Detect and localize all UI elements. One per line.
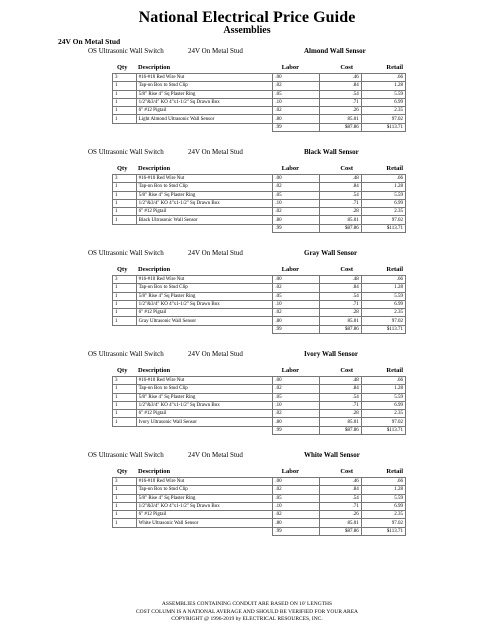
cell-description: #16-#10 Red Wire Nut xyxy=(136,175,273,183)
cell-qty: 1 xyxy=(113,317,137,325)
total-labor: .99 xyxy=(273,426,319,434)
assembly-header xyxy=(0,349,494,361)
assembly-header xyxy=(0,450,494,462)
table-row xyxy=(113,502,406,510)
cell-cost: .54 xyxy=(319,191,361,199)
cell-description: #16-#10 Red Wire Nut xyxy=(136,276,273,284)
cell-qty: 1 xyxy=(113,292,137,300)
table-row xyxy=(113,401,406,409)
column-header-labor: Labor xyxy=(281,367,299,374)
parts-table xyxy=(112,376,406,435)
cell-cost: .84 xyxy=(319,82,361,90)
cell-cost: .28 xyxy=(319,309,361,317)
assembly-name: OS Ultrasonic Wall Switch xyxy=(88,350,164,358)
cell-qty: 3 xyxy=(113,74,137,82)
column-header-retail: Retail xyxy=(386,64,403,71)
cell-retail: 97.02 xyxy=(361,216,405,224)
assembly-name: OS Ultrasonic Wall Switch xyxy=(88,148,164,156)
table-row xyxy=(113,208,406,216)
column-header-cost: Cost xyxy=(340,165,353,172)
cell-retail: 6.99 xyxy=(361,502,405,510)
assembly-section xyxy=(0,450,494,551)
cell-retail: 5.59 xyxy=(361,292,405,300)
cell-retail: 6.99 xyxy=(361,300,405,308)
assembly-variant: Almond Wall Sensor xyxy=(304,47,366,55)
assembly-mount: 24V On Metal Stud xyxy=(188,148,243,156)
cell-qty: 1 xyxy=(113,98,137,106)
cell-retail: 2.35 xyxy=(361,511,405,519)
total-spacer xyxy=(136,527,273,535)
total-cost: $87.86 xyxy=(319,224,361,232)
total-spacer xyxy=(113,123,137,131)
cell-cost: .84 xyxy=(319,284,361,292)
cell-retail: .66 xyxy=(361,276,405,284)
total-row xyxy=(113,224,406,232)
cell-qty: 1 xyxy=(113,486,137,494)
cell-qty: 1 xyxy=(113,216,137,224)
cell-qty: 1 xyxy=(113,90,137,98)
cell-retail: 97.02 xyxy=(361,519,405,527)
cell-labor: .02 xyxy=(273,410,319,418)
cell-retail: .66 xyxy=(361,478,405,486)
table-row xyxy=(113,393,406,401)
parts-table xyxy=(112,275,406,334)
column-header-labor: Labor xyxy=(281,266,299,273)
cell-description: Black Ultrasonic Wall Sensor xyxy=(136,216,273,224)
cell-cost: .71 xyxy=(319,401,361,409)
parts-table xyxy=(112,477,406,536)
column-header-qty: Qty xyxy=(117,266,128,273)
cell-retail: 97.02 xyxy=(361,418,405,426)
table-row xyxy=(113,98,406,106)
cell-retail: 6.99 xyxy=(361,98,405,106)
cell-labor: .80 xyxy=(273,519,319,527)
cell-cost: .46 xyxy=(319,74,361,82)
cell-description: 6" #12 Pigtail xyxy=(136,309,273,317)
assembly-sections xyxy=(0,46,494,551)
parts-table xyxy=(112,73,406,132)
assembly-variant: Ivory Wall Sensor xyxy=(304,350,358,358)
table-row xyxy=(113,385,406,393)
footer-copyright: COPYRIGHT @ 1996-2019 by ELECTRICAL RESOURCES, INC. xyxy=(171,616,323,623)
cell-retail: 5.59 xyxy=(361,494,405,502)
cell-description: 5/8" Rise 4" Sq Plaster Ring xyxy=(136,90,273,98)
cell-qty: 1 xyxy=(113,309,137,317)
total-retail: $113.71 xyxy=(361,325,405,333)
column-header-qty: Qty xyxy=(117,367,128,374)
assembly-name: OS Ultrasonic Wall Switch xyxy=(88,47,164,55)
table-row xyxy=(113,478,406,486)
cell-labor: .02 xyxy=(273,486,319,494)
cell-labor: .10 xyxy=(273,300,319,308)
cell-labor: .05 xyxy=(273,393,319,401)
cell-labor: .02 xyxy=(273,309,319,317)
table-row xyxy=(113,199,406,207)
table-row xyxy=(113,486,406,494)
cell-labor: .05 xyxy=(273,191,319,199)
cell-retail: 5.59 xyxy=(361,393,405,401)
column-header-description: Description xyxy=(138,468,171,475)
total-cost: $87.86 xyxy=(319,325,361,333)
cell-description: Tap-on Box to Stud Clip xyxy=(136,82,273,90)
cell-cost: .48 xyxy=(319,175,361,183)
cell-cost: .26 xyxy=(319,511,361,519)
total-retail: $113.71 xyxy=(361,224,405,232)
cell-cost: .71 xyxy=(319,300,361,308)
assembly-mount: 24V On Metal Stud xyxy=(188,47,243,55)
total-spacer xyxy=(113,426,137,434)
assembly-mount: 24V On Metal Stud xyxy=(188,350,243,358)
table-row xyxy=(113,410,406,418)
cell-qty: 3 xyxy=(113,175,137,183)
parts-table xyxy=(112,174,406,233)
total-retail: $113.71 xyxy=(361,527,405,535)
column-header-description: Description xyxy=(138,367,171,374)
cell-description: 1/2"&3/4" KO 4"x1-1/2" Sq Drawn Box xyxy=(136,502,273,510)
cell-qty: 1 xyxy=(113,191,137,199)
table-row xyxy=(113,191,406,199)
cell-description: Tap-on Box to Stud Clip xyxy=(136,183,273,191)
cell-retail: .66 xyxy=(361,175,405,183)
assembly-variant: White Wall Sensor xyxy=(304,451,360,459)
cell-description: 1/2"&3/4" KO 4"x1-1/2" Sq Drawn Box xyxy=(136,401,273,409)
cell-description: Tap-on Box to Stud Clip xyxy=(136,284,273,292)
cell-labor: .02 xyxy=(273,284,319,292)
total-labor: .99 xyxy=(273,325,319,333)
cell-labor: .80 xyxy=(273,317,319,325)
cell-description: 5/8" Rise 4" Sq Plaster Ring xyxy=(136,494,273,502)
table-row xyxy=(113,175,406,183)
total-spacer xyxy=(136,224,273,232)
cell-description: #16-#10 Red Wire Nut xyxy=(136,377,273,385)
cell-qty: 1 xyxy=(113,300,137,308)
cell-qty: 1 xyxy=(113,183,137,191)
assembly-section xyxy=(0,248,494,349)
total-spacer xyxy=(113,224,137,232)
column-header-retail: Retail xyxy=(386,266,403,273)
assembly-section xyxy=(0,349,494,450)
cell-description: 6" #12 Pigtail xyxy=(136,511,273,519)
cell-qty: 3 xyxy=(113,478,137,486)
total-labor: .99 xyxy=(273,123,319,131)
page-footer xyxy=(0,601,494,624)
cell-retail: 1.28 xyxy=(361,486,405,494)
cell-description: #16-#10 Red Wire Nut xyxy=(136,74,273,82)
cell-retail: 1.28 xyxy=(361,284,405,292)
cell-cost: .48 xyxy=(319,276,361,284)
column-header-labor: Labor xyxy=(281,468,299,475)
cell-retail: 97.02 xyxy=(361,317,405,325)
cell-retail: 2.35 xyxy=(361,309,405,317)
table-row xyxy=(113,82,406,90)
cell-cost: 85.01 xyxy=(319,115,361,123)
assembly-variant: Black Wall Sensor xyxy=(304,148,359,156)
column-header-qty: Qty xyxy=(117,64,128,71)
column-header-qty: Qty xyxy=(117,165,128,172)
cell-labor: .05 xyxy=(273,90,319,98)
cell-qty: 3 xyxy=(113,377,137,385)
cell-labor: .00 xyxy=(273,74,319,82)
category-heading: 24V On Metal Stud xyxy=(58,37,121,46)
column-header-retail: Retail xyxy=(386,367,403,374)
cell-description: 5/8" Rise 4" Sq Plaster Ring xyxy=(136,191,273,199)
table-row xyxy=(113,317,406,325)
table-row xyxy=(113,115,406,123)
cell-qty: 1 xyxy=(113,82,137,90)
column-header-cost: Cost xyxy=(340,266,353,273)
cell-cost: .28 xyxy=(319,208,361,216)
cell-retail: 1.28 xyxy=(361,82,405,90)
assembly-mount: 24V On Metal Stud xyxy=(188,249,243,257)
total-row xyxy=(113,123,406,131)
cell-cost: .28 xyxy=(319,410,361,418)
assembly-header xyxy=(0,46,494,58)
cell-retail: 5.59 xyxy=(361,191,405,199)
column-header-description: Description xyxy=(138,64,171,71)
cell-qty: 1 xyxy=(113,494,137,502)
table-row xyxy=(113,418,406,426)
cell-qty: 1 xyxy=(113,208,137,216)
cell-labor: .05 xyxy=(273,494,319,502)
cell-description: 6" #12 Pigtail xyxy=(136,410,273,418)
cell-labor: .00 xyxy=(273,175,319,183)
table-row xyxy=(113,74,406,82)
assembly-section xyxy=(0,46,494,147)
column-header-retail: Retail xyxy=(386,468,403,475)
table-row xyxy=(113,107,406,115)
cell-cost: .54 xyxy=(319,494,361,502)
cell-retail: 1.28 xyxy=(361,385,405,393)
cell-cost: .71 xyxy=(319,199,361,207)
cell-cost: .84 xyxy=(319,385,361,393)
cell-labor: .10 xyxy=(273,502,319,510)
cell-qty: 1 xyxy=(113,199,137,207)
cell-cost: .71 xyxy=(319,502,361,510)
total-cost: $87.86 xyxy=(319,123,361,131)
cell-description: 6" #12 Pigtail xyxy=(136,208,273,216)
cell-labor: .05 xyxy=(273,292,319,300)
total-labor: .99 xyxy=(273,224,319,232)
cell-cost: 85.01 xyxy=(319,519,361,527)
column-header-qty: Qty xyxy=(117,468,128,475)
table-row xyxy=(113,494,406,502)
assembly-header xyxy=(0,248,494,260)
cell-labor: .10 xyxy=(273,401,319,409)
cell-description: 1/2"&3/4" KO 4"x1-1/2" Sq Drawn Box xyxy=(136,98,273,106)
total-spacer xyxy=(113,527,137,535)
total-spacer xyxy=(136,325,273,333)
table-row xyxy=(113,292,406,300)
cell-labor: .00 xyxy=(273,276,319,284)
total-spacer xyxy=(136,426,273,434)
assembly-section xyxy=(0,147,494,248)
cell-qty: 1 xyxy=(113,410,137,418)
cell-retail: 2.35 xyxy=(361,410,405,418)
cell-qty: 3 xyxy=(113,276,137,284)
total-cost: $87.86 xyxy=(319,426,361,434)
total-spacer xyxy=(136,123,273,131)
cell-description: 5/8" Rise 4" Sq Plaster Ring xyxy=(136,292,273,300)
cell-qty: 1 xyxy=(113,519,137,527)
cell-qty: 1 xyxy=(113,511,137,519)
column-header-description: Description xyxy=(138,165,171,172)
cell-qty: 1 xyxy=(113,385,137,393)
column-header-cost: Cost xyxy=(340,468,353,475)
cell-retail: 5.59 xyxy=(361,90,405,98)
cell-cost: .54 xyxy=(319,292,361,300)
table-row xyxy=(113,276,406,284)
table-row xyxy=(113,511,406,519)
cell-labor: .02 xyxy=(273,208,319,216)
cell-description: Tap-on Box to Stud Clip xyxy=(136,486,273,494)
cell-cost: .54 xyxy=(319,90,361,98)
cell-cost: .84 xyxy=(319,183,361,191)
table-row xyxy=(113,183,406,191)
cell-description: 5/8" Rise 4" Sq Plaster Ring xyxy=(136,393,273,401)
assembly-variant: Gray Wall Sensor xyxy=(304,249,358,257)
cell-retail: 1.28 xyxy=(361,183,405,191)
page-subtitle: Assemblies xyxy=(223,25,271,36)
total-spacer xyxy=(113,325,137,333)
page-title: National Electrical Price Guide xyxy=(138,9,356,26)
cell-cost: .54 xyxy=(319,393,361,401)
table-row xyxy=(113,377,406,385)
cell-qty: 1 xyxy=(113,393,137,401)
column-header-labor: Labor xyxy=(281,64,299,71)
cell-labor: .00 xyxy=(273,478,319,486)
table-row xyxy=(113,90,406,98)
cell-cost: .71 xyxy=(319,98,361,106)
cell-cost: 85.01 xyxy=(319,317,361,325)
cell-qty: 1 xyxy=(113,284,137,292)
cell-retail: .66 xyxy=(361,74,405,82)
cell-labor: .02 xyxy=(273,385,319,393)
total-labor: .99 xyxy=(273,527,319,535)
total-retail: $113.71 xyxy=(361,123,405,131)
cell-qty: 1 xyxy=(113,401,137,409)
cell-cost: 85.01 xyxy=(319,216,361,224)
cell-qty: 1 xyxy=(113,107,137,115)
column-header-description: Description xyxy=(138,266,171,273)
cell-retail: 2.35 xyxy=(361,208,405,216)
cell-cost: .46 xyxy=(319,478,361,486)
cell-description: Tap-on Box to Stud Clip xyxy=(136,385,273,393)
cell-retail: 6.99 xyxy=(361,199,405,207)
total-cost: $87.86 xyxy=(319,527,361,535)
cell-labor: .00 xyxy=(273,377,319,385)
table-row xyxy=(113,216,406,224)
table-row xyxy=(113,300,406,308)
assembly-name: OS Ultrasonic Wall Switch xyxy=(88,451,164,459)
total-row xyxy=(113,527,406,535)
cell-labor: .02 xyxy=(273,511,319,519)
total-row xyxy=(113,325,406,333)
cell-labor: .02 xyxy=(273,82,319,90)
table-row xyxy=(113,309,406,317)
cell-description: Ivory Ultrasonic Wall Sensor xyxy=(136,418,273,426)
cell-cost: .26 xyxy=(319,107,361,115)
cell-labor: .80 xyxy=(273,418,319,426)
table-row xyxy=(113,284,406,292)
cell-retail: 97.02 xyxy=(361,115,405,123)
cell-description: 1/2"&3/4" KO 4"x1-1/2" Sq Drawn Box xyxy=(136,199,273,207)
cell-qty: 1 xyxy=(113,502,137,510)
cell-qty: 1 xyxy=(113,115,137,123)
footer-note-conduit: ASSEMBLIES CONTAINING CONDUIT ARE BASED ON 10' LENGTHS xyxy=(161,601,333,607)
cell-labor: .80 xyxy=(273,115,319,123)
column-header-cost: Cost xyxy=(340,64,353,71)
cell-retail: 2.35 xyxy=(361,107,405,115)
assembly-name: OS Ultrasonic Wall Switch xyxy=(88,249,164,257)
cell-description: White Ultrasonic Wall Sensor xyxy=(136,519,273,527)
total-row xyxy=(113,426,406,434)
assembly-mount: 24V On Metal Stud xyxy=(188,451,243,459)
cell-labor: .02 xyxy=(273,107,319,115)
cell-cost: .84 xyxy=(319,486,361,494)
cell-retail: 6.99 xyxy=(361,401,405,409)
cell-description: 1/2"&3/4" KO 4"x1-1/2" Sq Drawn Box xyxy=(136,300,273,308)
cell-retail: .66 xyxy=(361,377,405,385)
footer-note-cost: COST COLUMN IS A NATIONAL AVERAGE AND SHOULD BE VERIFIED FOR YOUR AREA xyxy=(135,608,359,615)
assembly-header xyxy=(0,147,494,159)
cell-description: Gray Ultrasonic Wall Sensor xyxy=(136,317,273,325)
cell-description: Light Almond Ultrasonic Wall Sensor xyxy=(136,115,273,123)
cell-labor: .80 xyxy=(273,216,319,224)
cell-qty: 1 xyxy=(113,418,137,426)
cell-cost: .48 xyxy=(319,377,361,385)
cell-labor: .10 xyxy=(273,199,319,207)
cell-description: 6" #12 Pigtail xyxy=(136,107,273,115)
column-header-cost: Cost xyxy=(340,367,353,374)
column-header-labor: Labor xyxy=(281,165,299,172)
table-row xyxy=(113,519,406,527)
cell-labor: .02 xyxy=(273,183,319,191)
column-header-retail: Retail xyxy=(386,165,403,172)
cell-description: #16-#10 Red Wire Nut xyxy=(136,478,273,486)
cell-labor: .10 xyxy=(273,98,319,106)
cell-cost: 85.01 xyxy=(319,418,361,426)
total-retail: $113.71 xyxy=(361,426,405,434)
